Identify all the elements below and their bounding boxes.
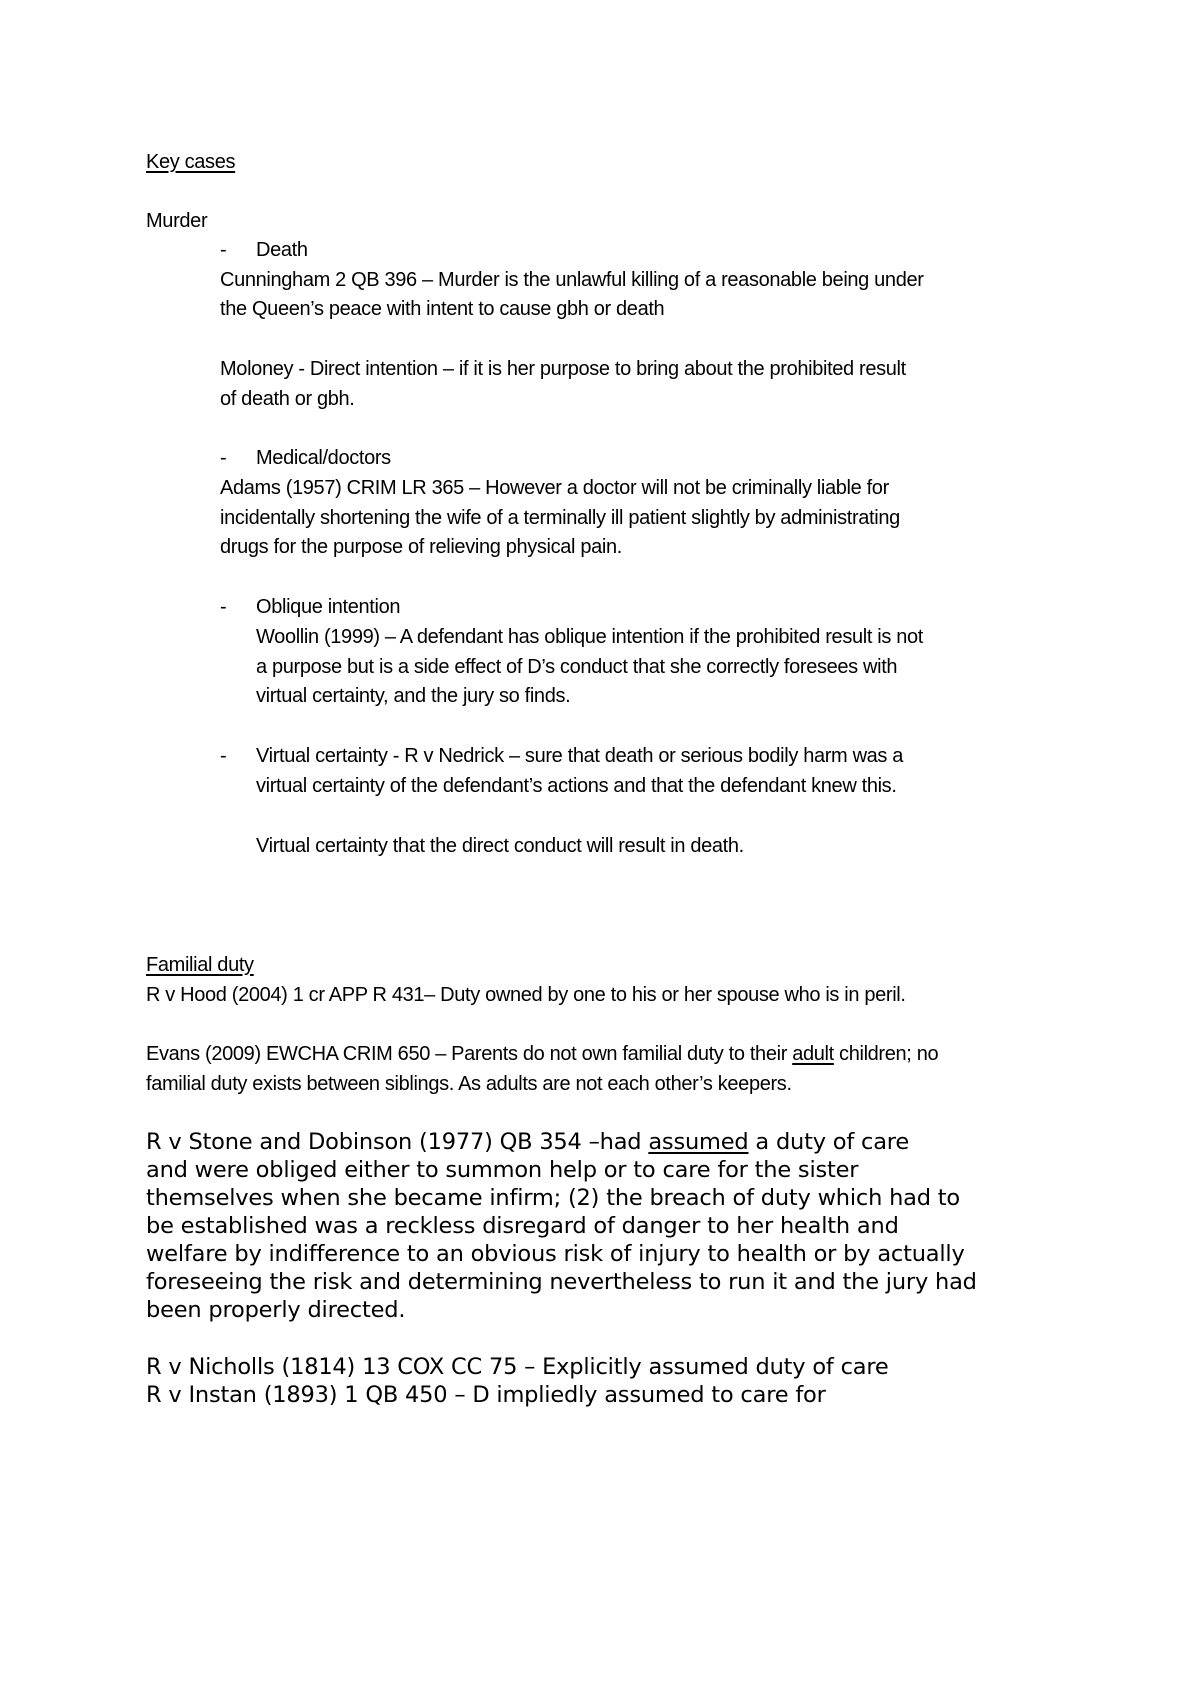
case-woollin-line2: a purpose but is a side effect of D’s conduct that she correctly foresees with	[256, 656, 898, 678]
case-moloney-line2: of death or gbh.	[220, 388, 355, 410]
section-title-murder: Murder	[146, 210, 208, 232]
virtual-certainty-note: Virtual certainty that the direct conduct will result in death.	[256, 835, 744, 857]
case-woollin-line3: virtual certainty, and the jury so finds.	[256, 685, 571, 707]
case-stone-line3: themselves when she became infirm; (2) the breach of duty which had to	[146, 1185, 960, 1211]
case-cunningham-line1: Cunningham 2 QB 396 – Murder is the unlawful killing of a reasonable being under	[220, 269, 924, 291]
stone-text: R v Stone and Dobinson (1977) QB 354 –had	[146, 1129, 649, 1155]
bullet-label-oblique: Oblique intention	[256, 596, 401, 618]
bullet-dash: -	[220, 447, 227, 469]
case-stone-line4: be established was a reckless disregard of danger to her health and	[146, 1213, 899, 1239]
page-heading: Key cases	[146, 151, 236, 173]
bullet-virtual-line1: Virtual certainty - R v Nedrick – sure that death or serious bodily harm was a	[256, 745, 904, 767]
case-evans-line1	[146, 1042, 938, 1066]
case-moloney-line1: Moloney - Direct intention – if it is her purpose to bring about the prohibited result	[220, 358, 906, 380]
case-stone-line1	[146, 1128, 909, 1156]
bullet-label-medical: Medical/doctors	[256, 447, 391, 469]
case-woollin-line1: Woollin (1999) – A defendant has oblique intention if the prohibited result is not	[256, 626, 923, 648]
case-stone-line2: and were obliged either to summon help or to care for the sister	[146, 1157, 859, 1183]
stone-underlined-word: assumed	[648, 1129, 749, 1155]
case-nicholls: R v Nicholls (1814) 13 COX CC 75 – Explicitly assumed duty of care	[146, 1354, 889, 1380]
case-stone-line6: foreseeing the risk and determining nevertheless to run it and the jury had	[146, 1269, 977, 1295]
bullet-dash: -	[220, 596, 227, 618]
evans-text-end: children; no	[833, 1043, 939, 1065]
case-evans-line2: familial duty exists between siblings. As adults are not each other’s keepers.	[146, 1073, 792, 1095]
evans-text: Evans (2009) EWCHA CRIM 650 – Parents do not own familial duty to their	[146, 1043, 793, 1065]
case-cunningham-line2: the Queen’s peace with intent to cause gbh or death	[220, 298, 665, 320]
case-stone-line7: been properly directed.	[146, 1297, 406, 1323]
case-hood: R v Hood (2004) 1 cr APP R 431– Duty owned by one to his or her spouse who is in peril.	[146, 984, 906, 1006]
stone-text-end: a duty of care	[748, 1129, 910, 1155]
bullet-dash: -	[220, 239, 227, 261]
case-stone-line5: welfare by indifference to an obvious risk of injury to health or by actually	[146, 1241, 965, 1267]
evans-underlined-word: adult	[792, 1043, 834, 1065]
bullet-dash: -	[220, 745, 227, 767]
case-adams-line2: incidentally shortening the wife of a terminally ill patient slightly by administrating	[220, 507, 900, 529]
section-title-familial: Familial duty	[146, 954, 254, 976]
case-adams-line3: drugs for the purpose of relieving physical pain.	[220, 536, 622, 558]
bullet-label-death: Death	[256, 239, 308, 261]
bullet-virtual-line2: virtual certainty of the defendant’s actions and that the defendant knew this.	[256, 775, 897, 797]
case-adams-line1: Adams (1957) CRIM LR 365 – However a doctor will not be criminally liable for	[220, 477, 889, 499]
case-instan: R v Instan (1893) 1 QB 450 – D impliedly assumed to care for	[146, 1382, 826, 1408]
